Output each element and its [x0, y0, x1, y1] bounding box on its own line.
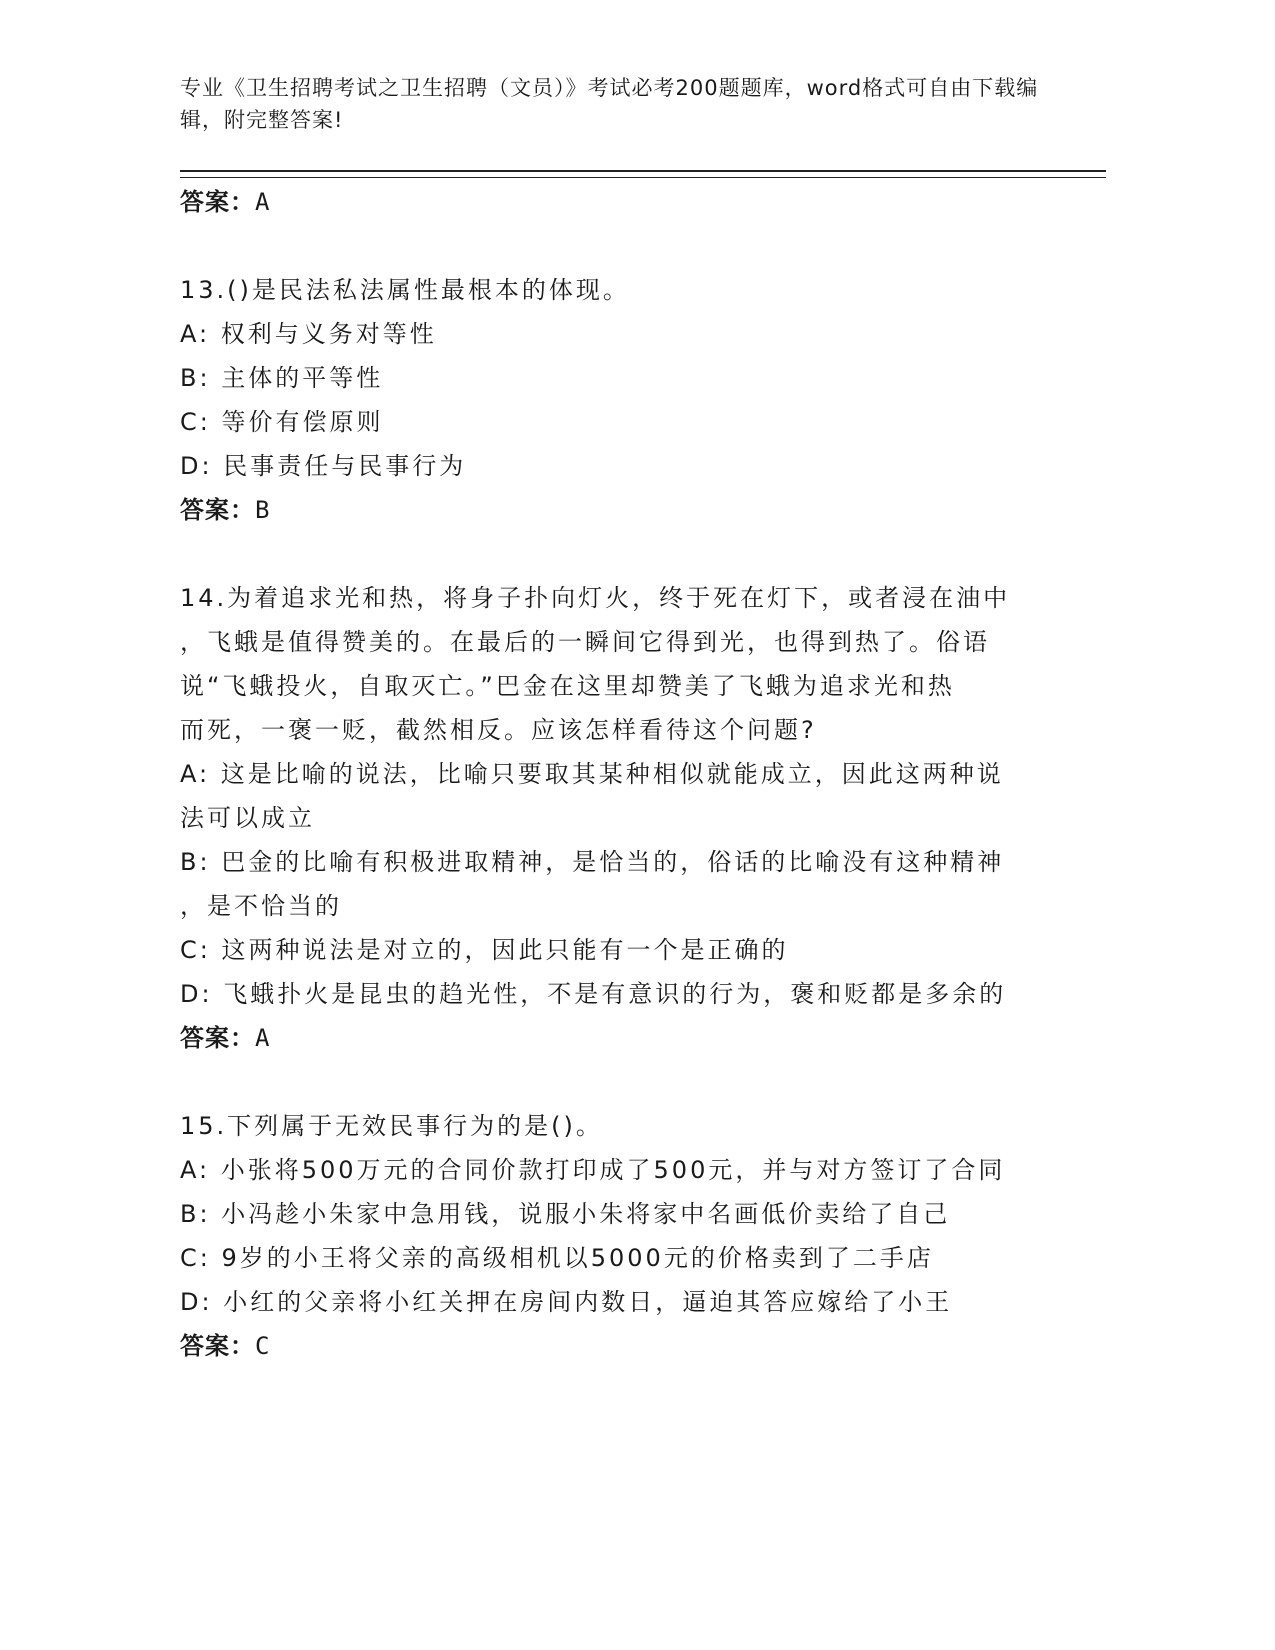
option-c — [180, 1236, 1040, 1280]
option-key: C: — [180, 936, 211, 964]
answer-label: 答案： — [180, 1332, 255, 1360]
answer-line — [180, 1016, 1040, 1060]
page-header: 专业《卫生招聘考试之卫生招聘（文员）》考试必考200题题库，word格式可自由下载编辑，附完整答案! — [180, 76, 1039, 132]
question-stem: 13.()是民法私法属性最根本的体现。 — [180, 276, 630, 304]
answer-line — [180, 1324, 1040, 1368]
option-d — [180, 444, 1040, 488]
option-b — [180, 1192, 1040, 1236]
option-text-line: 巴金的比喻有积极进取精神，是恰当的，俗话的比喻没有这种精神 — [221, 848, 1005, 876]
option-a — [180, 752, 1040, 840]
option-key: B: — [180, 848, 211, 876]
answer-label: 答案： — [180, 1024, 255, 1052]
option-key: D: — [180, 980, 213, 1008]
option-a — [180, 312, 1040, 356]
option-key: A: — [180, 1156, 211, 1184]
option-text: 主体的平等性 — [221, 364, 384, 392]
option-key: B: — [180, 364, 211, 392]
option-key: C: — [180, 1244, 211, 1272]
option-text-line: ，是不恰当的 — [180, 892, 342, 920]
header-divider — [180, 170, 1106, 178]
answer-line — [180, 488, 1040, 532]
option-d — [180, 1280, 1040, 1324]
option-text-line: 法可以成立 — [180, 804, 315, 832]
option-text: 小冯趁小朱家中急用钱，说服小朱将家中名画低价卖给了自己 — [221, 1200, 951, 1228]
option-key: C: — [180, 408, 211, 436]
option-key: D: — [180, 452, 213, 480]
question-14 — [180, 576, 1040, 1060]
answer-label: 答案： — [180, 496, 255, 524]
option-text: 小红的父亲将小红关押在房间内数日，逼迫其答应嫁给了小王 — [223, 1288, 953, 1316]
option-c — [180, 928, 1040, 972]
option-b — [180, 356, 1040, 400]
answer-label: 答案： — [180, 188, 255, 216]
option-text: 权利与义务对等性 — [220, 320, 437, 348]
option-key: A: — [180, 320, 211, 348]
option-d — [180, 972, 1040, 1016]
answer-value: C — [255, 1332, 271, 1360]
answer-value: B — [255, 496, 271, 524]
option-text: 小张将500万元的合同价款打印成了500元，并与对方签订了合同 — [220, 1156, 1006, 1184]
question-stem-line: 而死，一褒一贬，截然相反。应该怎样看待这个问题? — [180, 716, 817, 744]
option-text: 等价有偿原则 — [221, 408, 384, 436]
option-text-line: 这是比喻的说法，比喻只要取其某种相似就能成立，因此这两种说 — [220, 760, 1004, 788]
answer-value: A — [255, 188, 271, 216]
option-text: 这两种说法是对立的，因此只能有一个是正确的 — [221, 936, 789, 964]
question-stem: 15.下列属于无效民事行为的是()。 — [180, 1112, 603, 1140]
option-text: 9岁的小王将父亲的高级相机以5000元的价格卖到了二手店 — [221, 1244, 934, 1272]
answer-line — [180, 180, 1040, 224]
option-text: 飞蛾扑火是昆虫的趋光性，不是有意识的行为，褒和贬都是多余的 — [223, 980, 1007, 1008]
option-key: D: — [180, 1288, 213, 1316]
question-stem-line: ，飞蛾是值得赞美的。在最后的一瞬间它得到光，也得到热了。俗语 — [180, 628, 990, 656]
question-stem-line: 说“飞蛾投火，自取灭亡。”巴金在这里却赞美了飞蛾为追求光和热 — [180, 672, 955, 700]
question-stem-line: 14.为着追求光和热，将身子扑向灯火，终于死在灯下，或者浸在油中 — [180, 584, 1011, 612]
question-15 — [180, 1104, 1040, 1368]
option-key: A: — [180, 760, 211, 788]
document-body — [180, 180, 1040, 1368]
answer-value: A — [255, 1024, 271, 1052]
option-b — [180, 840, 1040, 928]
question-13 — [180, 268, 1040, 532]
option-text: 民事责任与民事行为 — [223, 452, 467, 480]
option-key: B: — [180, 1200, 211, 1228]
option-a — [180, 1148, 1040, 1192]
option-c — [180, 400, 1040, 444]
